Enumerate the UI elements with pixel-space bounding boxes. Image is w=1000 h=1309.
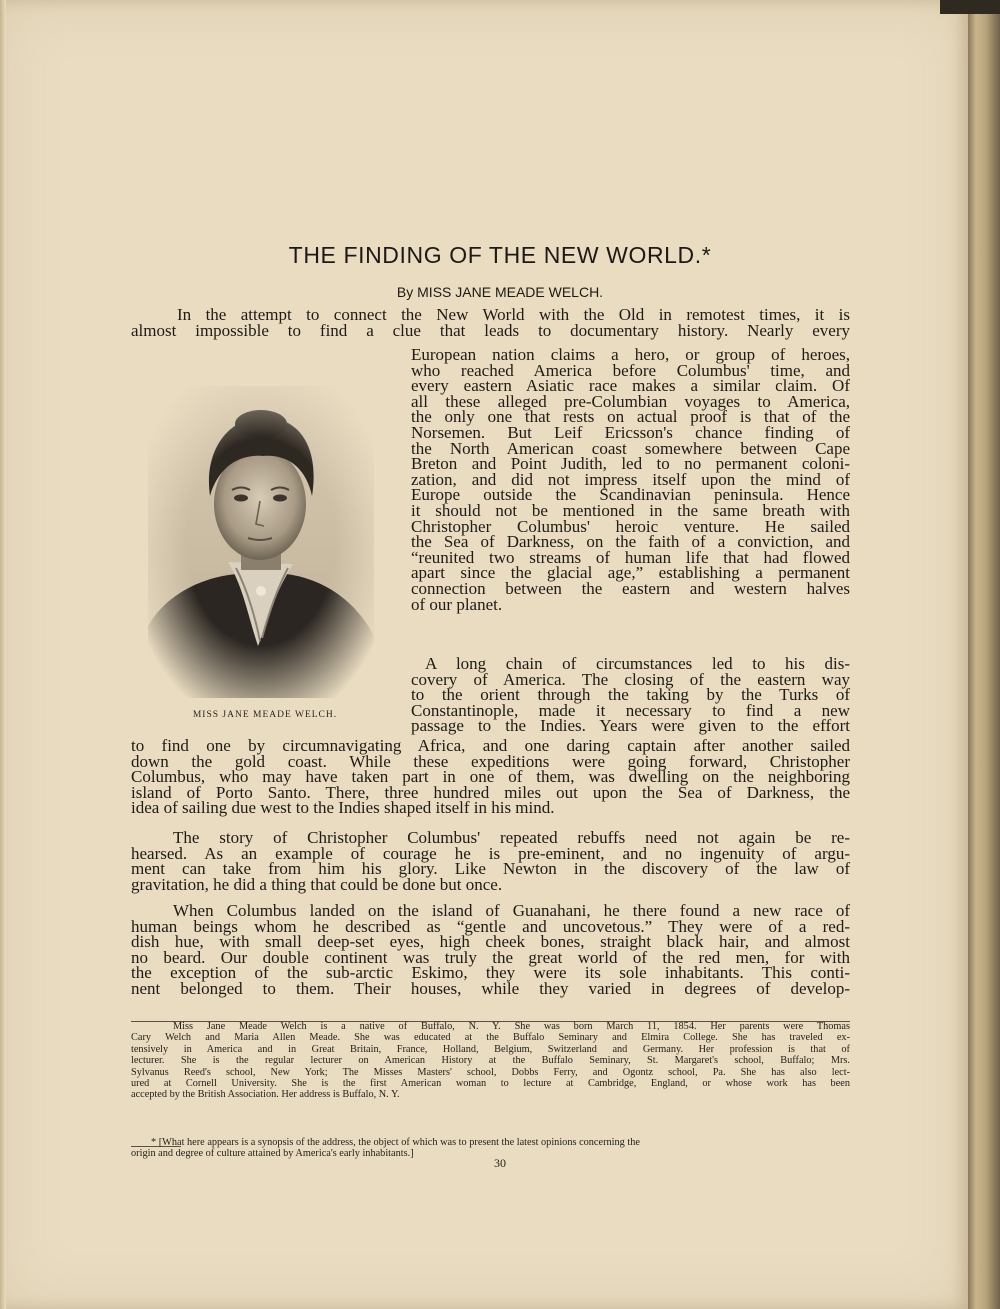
text-line: human beings whom he described as “gentle and uncovetous.” They were of a red-: [131, 916, 850, 936]
text-line: hearsed. As an example of courage he is pre-eminent, and no ingenuity of argu-: [131, 843, 850, 863]
note-line: origin and degree of culture attained by America's early inhabitants.]: [131, 1148, 414, 1159]
text-line: down the gold coast. While these expeditions were going forward, Christopher: [131, 751, 850, 771]
text-line: Christopher Columbus' heroic venture. He sailed: [411, 516, 850, 536]
book-spine: [968, 0, 1000, 1309]
text-line: Columbus, who may have taken part in one of them, was dwelling on the neighboring: [131, 767, 850, 787]
text-line: almost impossible to find a clue that leads to documentary history. Nearly every: [131, 320, 850, 340]
text-line: covery of America. The closing of the eastern way: [411, 669, 850, 689]
text-line: Breton and Point Judith, led to no permanent coloni-: [411, 454, 850, 474]
text-line: who reached America before Columbus' time, and: [411, 360, 850, 380]
text-line: of our planet.: [411, 594, 503, 614]
paragraph-2-continued: [131, 736, 850, 818]
text-line: idea of sailing due west to the Indies shaped itself in his mind.: [131, 798, 555, 818]
text-line: connection between the eastern and western halves: [411, 578, 850, 598]
text-line: ment can take from him his glory. Like Newton in the discovery of the law of: [131, 859, 850, 879]
text-line: apart since the glacial age,” establishing a permanent: [411, 563, 850, 583]
note-line: * [What here appears is a synopsis of the address, the object of which was to present the latest opinions concerning the: [151, 1137, 640, 1148]
text-line: to the orient through the taking by the Turks of: [411, 685, 850, 705]
text-line: The story of Christopher Columbus' repeated rebuffs need not again be re-: [173, 828, 850, 847]
paragraph-1-opening: [131, 305, 850, 340]
text-line: European nation claims a hero, or group of heroes,: [411, 345, 850, 364]
book-spine-top: [940, 0, 1000, 14]
footnote-line: Cary Welch and Maria Allen Meade. She was educated at the Buffalo Seminary and Elmira College. She has traveled ex-: [131, 1032, 850, 1044]
text-line: the only one that rests on actual proof is that of the: [411, 407, 850, 427]
text-line: A long chain of circumstances led to his dis-: [425, 654, 850, 673]
text-line: nent belonged to them. Their houses, while they varied in degrees of develop-: [131, 978, 850, 998]
footnote-line: Miss Jane Meade Welch is a native of Buffalo, N. Y. She was born March 11, 1854. Her parents were Thomas: [173, 1021, 850, 1032]
paragraph-3: [131, 828, 850, 894]
footnote-line: accepted by the British Association. Her address is Buffalo, N. Y.: [131, 1089, 400, 1101]
text-line: In the attempt to connect the New World with the Old in remotest times, it is: [177, 305, 850, 324]
text-line: it should not be mentioned in the same breath with: [411, 500, 850, 520]
text-line: the North American coast somewhere between Cape: [411, 438, 850, 458]
text-line: passage to the Indies. Years were given to the effort: [411, 716, 850, 736]
text-line: no beard. Our double continent was truly the great world of the red men, for with: [131, 947, 850, 967]
text-line: the exception of the sub-arctic Eskimo, they were its sole inhabitants. This conti-: [131, 963, 850, 983]
text-line: island of Porto Santo. There, three hundred miles out upon the Sea of Darkness, the: [131, 782, 850, 802]
paragraph-2-wrap: [411, 654, 850, 736]
text-line: dish hue, with small deep-set eyes, high cheek bones, straight black hair, and almost: [131, 932, 850, 952]
text-line: to find one by circumnavigating Africa, and one daring captain after another sailed: [131, 736, 850, 755]
text-line: all these alleged pre-Columbian voyages to America,: [411, 391, 850, 411]
text-line: Europe outside the Scandinavian peninsula. Hence: [411, 485, 850, 505]
footnote-line: ured at Cornell University. She is the first American woman to lecture at Cambridge, England, or whose work has been: [131, 1077, 850, 1089]
portrait-image: [148, 386, 374, 698]
article-byline: By MISS JANE MEADE WELCH.: [396, 284, 604, 300]
text-line: gravitation, he did a thing that could be done but once.: [131, 874, 503, 894]
paragraph-1-wrap: [411, 345, 850, 614]
footnote-line: tensively in America and in Great Britain, France, Holland, Belgium, Switzerland and Germany. Her profession is that of: [131, 1043, 850, 1055]
page-left-edge: [0, 0, 6, 1309]
text-line: When Columbus landed on the island of Guanahani, he there found a new race of: [173, 901, 850, 920]
footnote-line: Sylvanus Reed's school, New York; The Misses Masters' school, Dobbs Ferry, and Ogontz school, Pa. She has also lect-: [131, 1066, 850, 1078]
footnote-line: lecturer. She is the regular lecturer on American History at the Buffalo Seminary, St. Margaret's school, Buffalo; Mrs.: [131, 1055, 850, 1067]
text-line: “reunited two streams of human life that had flowed: [411, 547, 850, 567]
text-line: Constantinople, made it necessary to find a new: [411, 700, 850, 720]
text-line: the Sea of Darkness, on the faith of a conviction, and: [411, 532, 850, 552]
article-title: THE FINDING OF THE NEW WORLD.*: [288, 242, 712, 268]
text-line: every eastern Asiatic race makes a similar claim. Of: [411, 376, 850, 396]
text-line: Norsemen. But Leif Ericsson's chance finding of: [411, 422, 850, 442]
page-number: 30: [494, 1156, 506, 1170]
portrait-caption: MISS JANE MEADE WELCH.: [192, 710, 338, 720]
paragraph-4: [131, 902, 850, 996]
text-line: zation, and did not impress itself upon the mind of: [411, 469, 850, 489]
bio-footnote: [131, 1022, 850, 1102]
